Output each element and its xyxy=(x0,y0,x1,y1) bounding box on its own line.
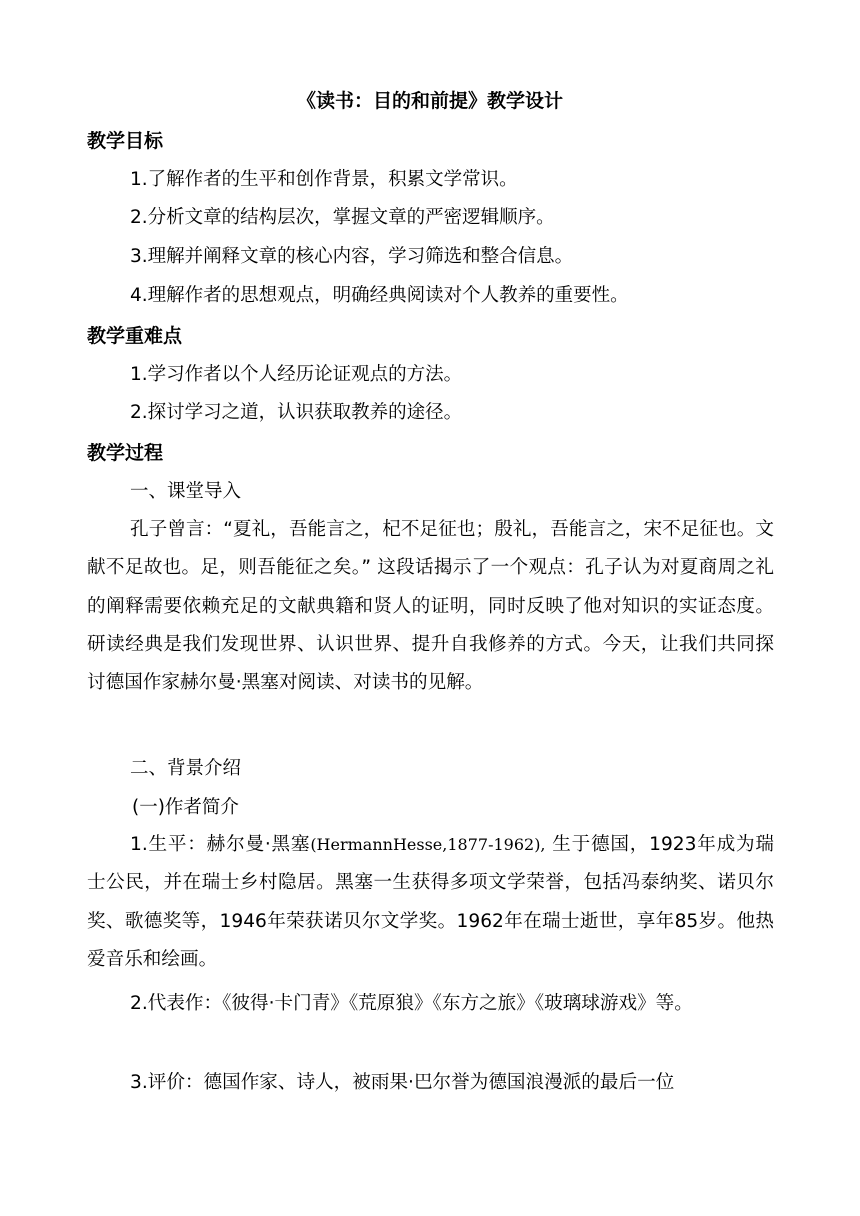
objective-item: 1.了解作者的生平和创作背景，积累文学常识。 xyxy=(130,169,518,190)
works-paragraph: 2.代表作：《彼得·卡门青》《荒原狼》《东方之旅》《玻璃球游戏》等。 xyxy=(130,993,693,1014)
bio-rest: 生于德国，1923年成为瑞士公民，并在瑞士乡村隐居。黑塞一生获得多项文学荣誉，包括冯泰纳奖、诺贝尔奖、歌德奖等，1946年荣获诺贝尔文学奖。1962年在瑞士逝世，享年85岁。他热爱音乐和绘画。 xyxy=(87,834,774,970)
process-part-heading: 二、背景介绍 xyxy=(130,758,242,779)
objective-item: 4.理解作者的思想观点，明确经典阅读对个人教养的重要性。 xyxy=(130,285,629,306)
document-title: 《读书：目的和前提》教学设计 xyxy=(296,90,563,112)
section-heading-process: 教学过程 xyxy=(87,442,164,464)
bio-latin-name: (HermannHesse,1877-1962), xyxy=(310,835,546,854)
objective-item: 3.理解并阐释文章的核心内容，学习筛选和整合信息。 xyxy=(130,246,574,267)
evaluation-paragraph: 3.评价：德国作家、诗人，被雨果·巴尔誉为德国浪漫派的最后一位 xyxy=(130,1072,675,1093)
key-point-item: 1.学习作者以个人经历论证观点的方法。 xyxy=(130,364,463,385)
key-point-item: 2.探讨学习之道，认识获取教养的途径。 xyxy=(130,402,463,423)
section-heading-key-points: 教学重难点 xyxy=(87,325,183,347)
section-heading-objectives: 教学目标 xyxy=(87,130,164,152)
process-part-heading: 一、课堂导入 xyxy=(130,481,242,502)
bio-prefix: 1.生平：赫尔曼·黑塞 xyxy=(130,834,311,855)
subsection-heading: (一)作者简介 xyxy=(132,797,239,818)
objective-item: 2.分析文章的结构层次，掌握文章的严密逻辑顺序。 xyxy=(130,207,555,228)
author-bio-paragraph xyxy=(87,826,774,979)
intro-paragraph: 孔子曾言：“夏礼，吾能言之，杞不足征也；殷礼，吾能言之，宋不足征也。文献不足故也。足，则吾能征之矣。” 这段话揭示了一个观点：孔子认为对夏商周之礼的阐释需要依赖充足的文献典籍和贤人的证明，同时反映了他对知识的实证态度。研读经典是我们发现世界、认识世界、提升自我修养的方式。今天，让我们共同探讨德国作家赫尔曼·黑塞对阅读、对读书的见解。 xyxy=(87,519,774,694)
